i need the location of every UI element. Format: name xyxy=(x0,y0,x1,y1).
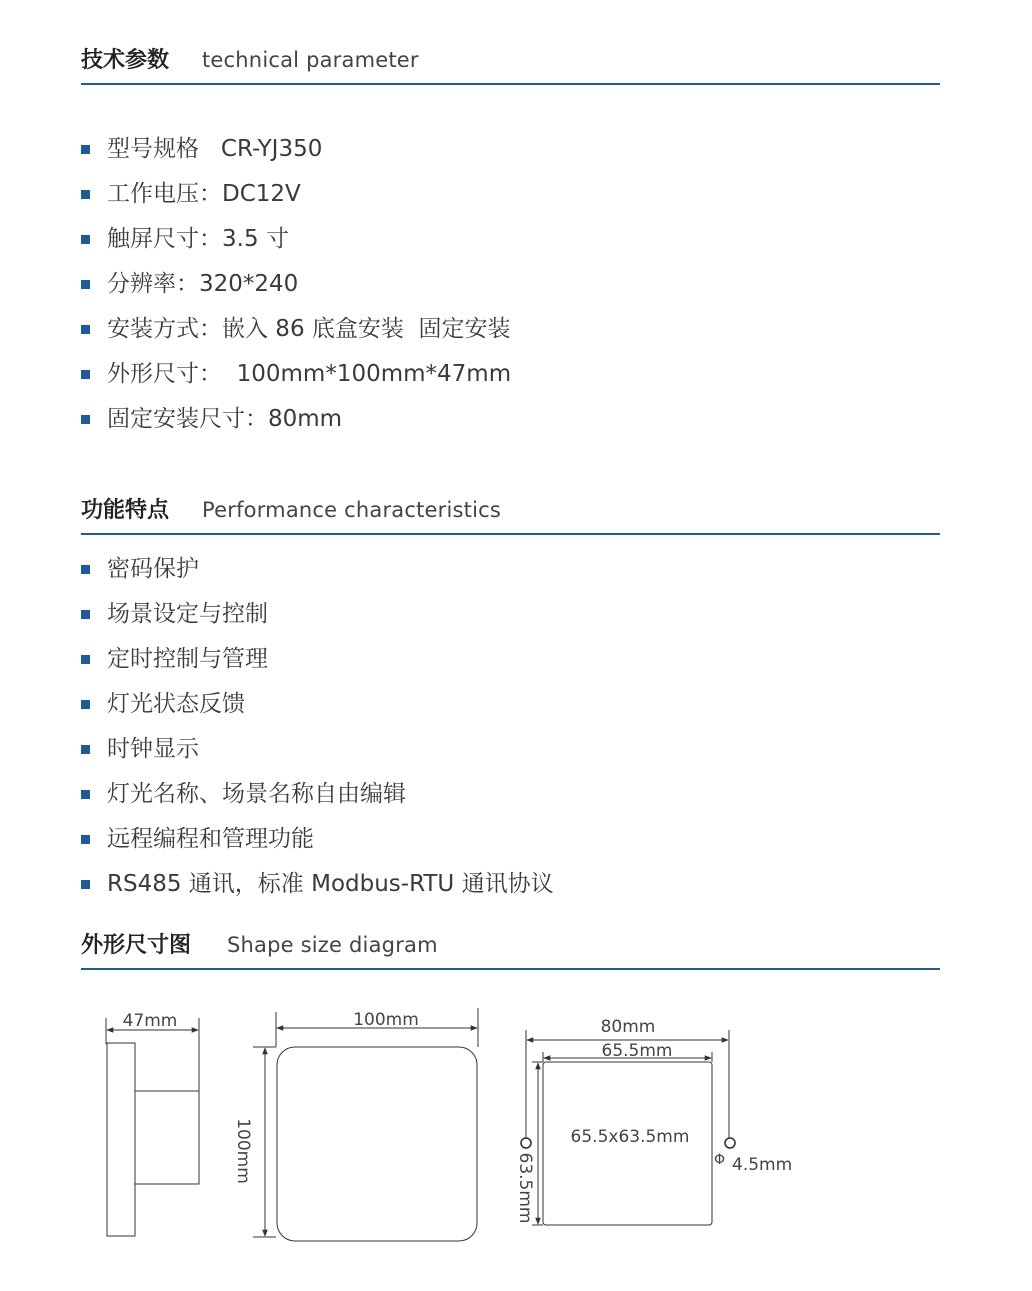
bullet-square-icon xyxy=(81,415,90,424)
bullet-square-icon xyxy=(81,655,90,664)
list-item-text: 时钟显示 xyxy=(107,736,199,762)
list-item-text: 分辨率：320*240 xyxy=(107,271,299,297)
section-divider xyxy=(81,83,940,85)
section-header-tech xyxy=(81,45,940,85)
hole-diameter-label: 4.5mm xyxy=(732,1155,793,1175)
bullet-square-icon xyxy=(81,370,90,379)
front-width-label: 100mm xyxy=(353,1010,419,1030)
bullet-square-icon xyxy=(81,190,90,199)
section-title-en: technical parameter xyxy=(202,48,419,72)
list-item-text: 场景设定与控制 xyxy=(107,601,268,627)
bullet-square-icon xyxy=(81,790,90,799)
bullet-square-icon xyxy=(81,145,90,154)
rear-housing xyxy=(135,1091,199,1184)
bullet-square-icon xyxy=(81,610,90,619)
side-depth-label: 47mm xyxy=(122,1011,178,1031)
section-divider xyxy=(81,968,940,970)
cutout-height-label: 63.5mm xyxy=(515,1152,535,1224)
panel-front-plate xyxy=(107,1043,135,1236)
bullet-square-icon xyxy=(81,745,90,754)
front-view xyxy=(253,1008,478,1241)
section-title-zh: 外形尺寸图 xyxy=(81,933,192,958)
shape-size-diagram xyxy=(0,995,1032,1285)
bullet-square-icon xyxy=(81,835,90,844)
cutout-size-label: 65.5x63.5mm xyxy=(570,1127,690,1147)
list-item-text: 触屏尺寸：3.5 寸 xyxy=(107,226,289,252)
bullet-square-icon xyxy=(81,280,90,289)
section-header-shape xyxy=(81,930,940,970)
list-item-text: 定时控制与管理 xyxy=(107,646,268,672)
section-title-en: Shape size diagram xyxy=(227,933,438,957)
section-title-zh: 技术参数 xyxy=(81,48,170,73)
side-view xyxy=(106,1018,199,1236)
list-item-text: 工作电压：DC12V xyxy=(107,181,301,207)
bullet-square-icon xyxy=(81,235,90,244)
mount-hole-left xyxy=(521,1138,531,1148)
section-title-zh: 功能特点 xyxy=(81,498,170,523)
list-item-text: 密码保护 xyxy=(107,556,199,582)
section-header-perf xyxy=(81,495,940,535)
bullet-square-icon xyxy=(81,565,90,574)
panel-outline xyxy=(277,1047,477,1241)
diameter-symbol-icon: Φ xyxy=(714,1152,726,1168)
mount-hole-right xyxy=(725,1138,735,1148)
list-item-text: RS485 通讯，标准 Modbus-RTU 通讯协议 xyxy=(107,871,554,897)
list-item-text: 灯光状态反馈 xyxy=(107,691,245,717)
mount-spacing-label: 80mm xyxy=(600,1017,656,1037)
list-item-text: 远程编程和管理功能 xyxy=(107,826,314,852)
bullet-square-icon xyxy=(81,880,90,889)
bullet-square-icon xyxy=(81,700,90,709)
section-divider xyxy=(81,533,940,535)
cutout-width-label: 65.5mm xyxy=(601,1041,673,1061)
list-item-text: 固定安装尺寸：80mm xyxy=(107,406,343,432)
list-item-text: 灯光名称、场景名称自由编辑 xyxy=(107,781,406,807)
list-item-text: 外形尺寸： 100mm*100mm*47mm xyxy=(107,361,512,387)
bullet-square-icon xyxy=(81,325,90,334)
front-height-label: 100mm xyxy=(233,1118,253,1184)
list-item-text: 安装方式：嵌入 86 底盒安装 固定安装 xyxy=(107,316,511,342)
section-title-en: Performance characteristics xyxy=(202,498,502,522)
list-item-text: 型号规格 CR-YJ350 xyxy=(107,136,323,162)
